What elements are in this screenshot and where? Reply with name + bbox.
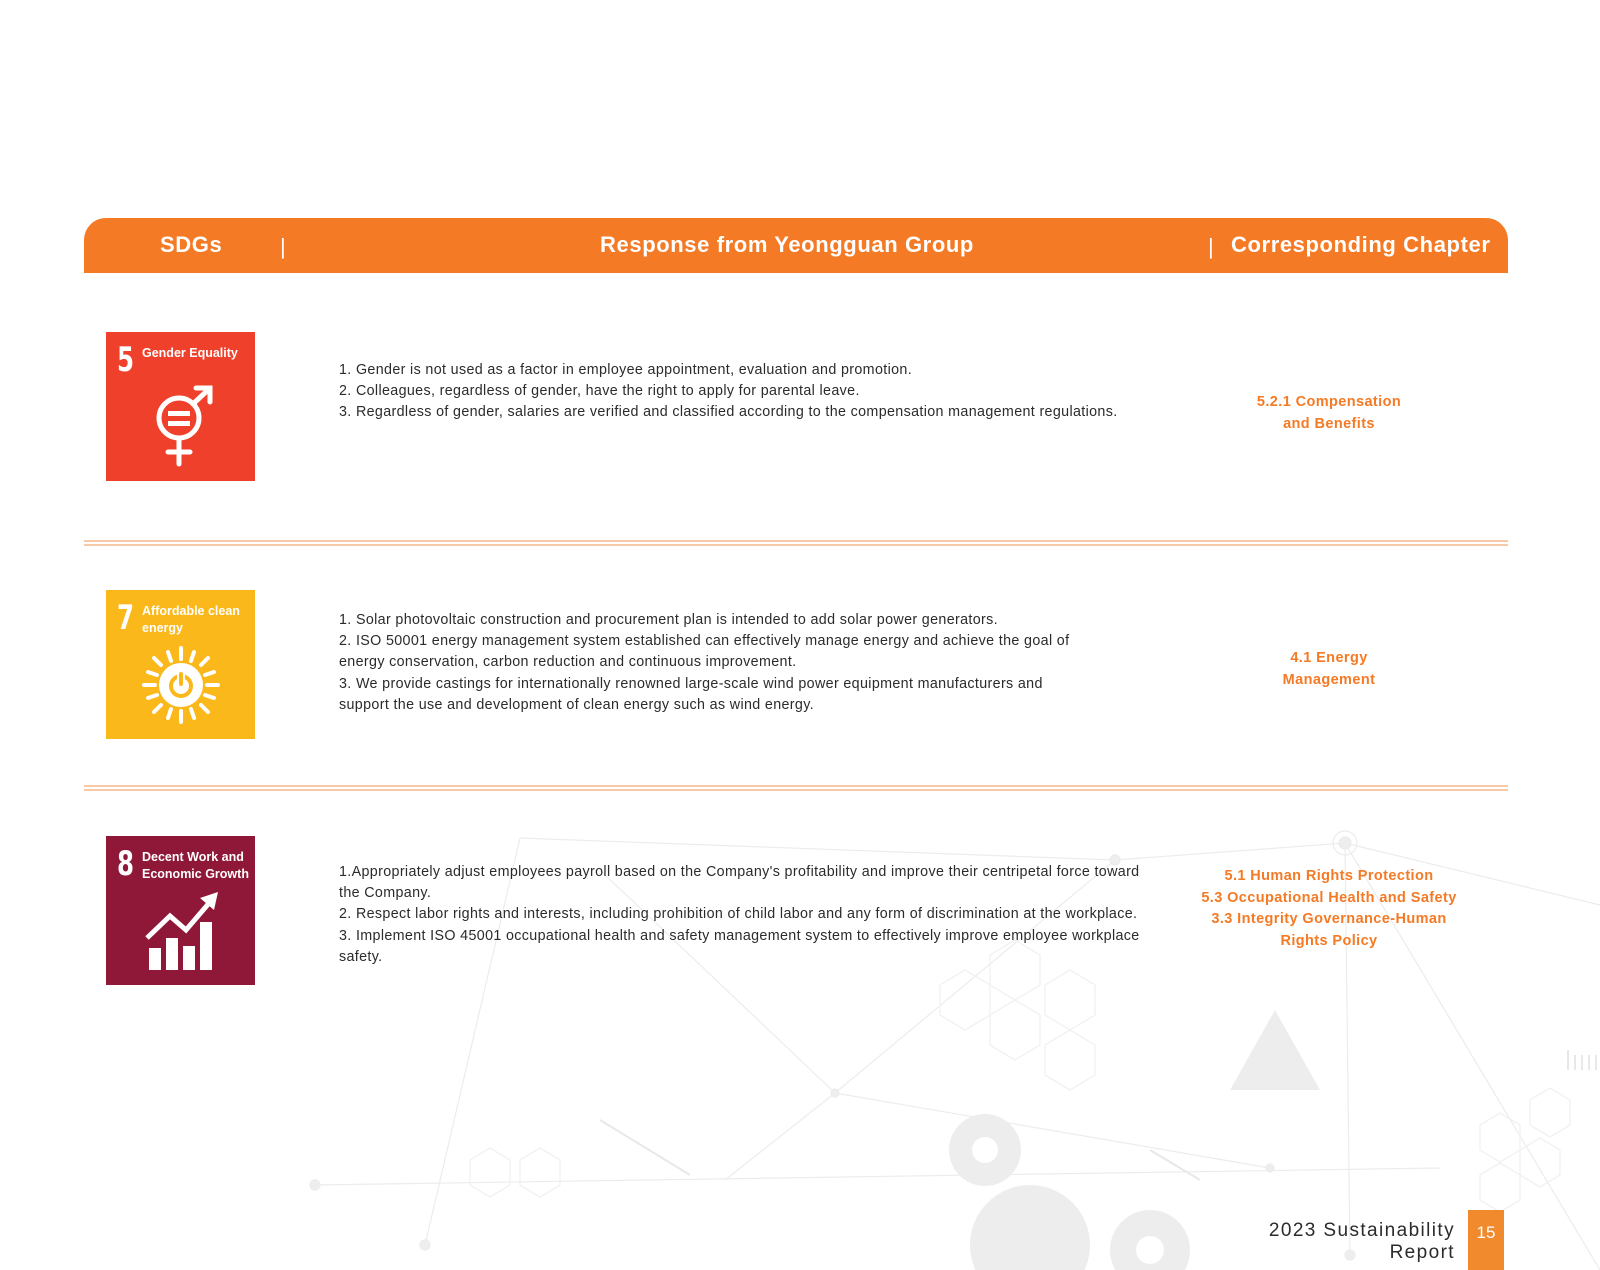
- response-line: energy conservation, carbon reduction and continuous improvement.: [339, 654, 797, 671]
- gender-equality-icon: [150, 384, 220, 470]
- response-line: the Company.: [339, 885, 432, 902]
- sdg-number: 7: [117, 598, 134, 638]
- response-line: support the use and development of clean energy such as wind energy.: [339, 696, 814, 713]
- report-title: 2023 Sustainability Report: [1268, 1220, 1455, 1263]
- sdg-5-chapter: [1179, 392, 1479, 435]
- chapter-line: 4.1 Energy: [1290, 650, 1368, 666]
- response-line: safety.: [339, 948, 383, 965]
- sdg-7-chapter: [1179, 648, 1479, 691]
- chapter-line: Management: [1282, 671, 1376, 688]
- sdg-7-tile: [106, 590, 255, 739]
- sdg-8-chapter: [1179, 866, 1479, 952]
- sdg-number: 5: [117, 340, 134, 380]
- table-row: [84, 590, 1508, 740]
- sdg-5-tile: [106, 332, 255, 481]
- sdg-name: Decent Work and Economic Growth: [142, 850, 249, 881]
- header-separator: |: [280, 234, 287, 259]
- response-line: 2. Respect labor rights and interests, including prohibition of child labor and any form of discrimination at the workplace.: [339, 906, 1138, 923]
- sdg-5-response: [339, 360, 1118, 424]
- chapter-line: 5.1 Human Rights Protection: [1224, 868, 1434, 884]
- response-line: 3. Implement ISO 45001 occupational health and safety management system to effectively improve employee workplace: [339, 927, 1140, 944]
- response-line: 2. Colleagues, regardless of gender, have the right to apply for parental leave.: [339, 383, 860, 400]
- row-divider: [84, 785, 1508, 790]
- header-sdgs: SDGs: [160, 232, 223, 257]
- sdg-name: Affordable clean energy: [142, 604, 240, 635]
- table-row: [84, 332, 1508, 482]
- chapter-line: and Benefits: [1283, 415, 1375, 432]
- response-line: 1. Solar photovoltaic construction and procurement plan is intended to add solar power generators.: [339, 612, 998, 628]
- chapter-line: 3.3 Integrity Governance-Human: [1211, 911, 1447, 927]
- sdg-name: Gender Equality: [142, 346, 238, 360]
- table-row: [84, 836, 1508, 986]
- response-line: 3. We provide castings for internationally renowned large-scale wind power equipment manufacturers and: [339, 675, 1043, 692]
- header-chapter: Corresponding Chapter: [1231, 232, 1491, 257]
- response-line: 1. Gender is not used as a factor in employee appointment, evaluation and promotion.: [339, 362, 913, 378]
- page-number: 15: [1468, 1210, 1504, 1270]
- response-line: 2. ISO 50001 energy management system established can effectively manage energy and achieve the goal of: [339, 633, 1070, 650]
- response-line: 3. Regardless of gender, salaries are verified and classified according to the compensation management regulations.: [339, 404, 1118, 421]
- header-separator: |: [1208, 234, 1215, 259]
- sdg-8-tile: [106, 836, 255, 985]
- sdg-7-response: [339, 610, 1069, 716]
- chapter-line: 5.2.1 Compensation: [1256, 394, 1402, 410]
- sdg-8-response: [339, 862, 1140, 968]
- chapter-line: Rights Policy: [1280, 932, 1378, 949]
- response-line: 1.Appropriately adjust employees payroll based on the Company's profitability and improve their centripetal force toward: [339, 864, 1140, 880]
- chapter-line: 5.3 Occupational Health and Safety: [1201, 889, 1457, 906]
- header-response: Response from Yeongguan Group: [600, 232, 974, 257]
- row-divider: [84, 540, 1508, 545]
- sun-power-icon: [142, 646, 220, 724]
- sdg-number: 8: [117, 844, 134, 884]
- growth-chart-icon: [144, 892, 220, 972]
- table-header: [84, 218, 1508, 273]
